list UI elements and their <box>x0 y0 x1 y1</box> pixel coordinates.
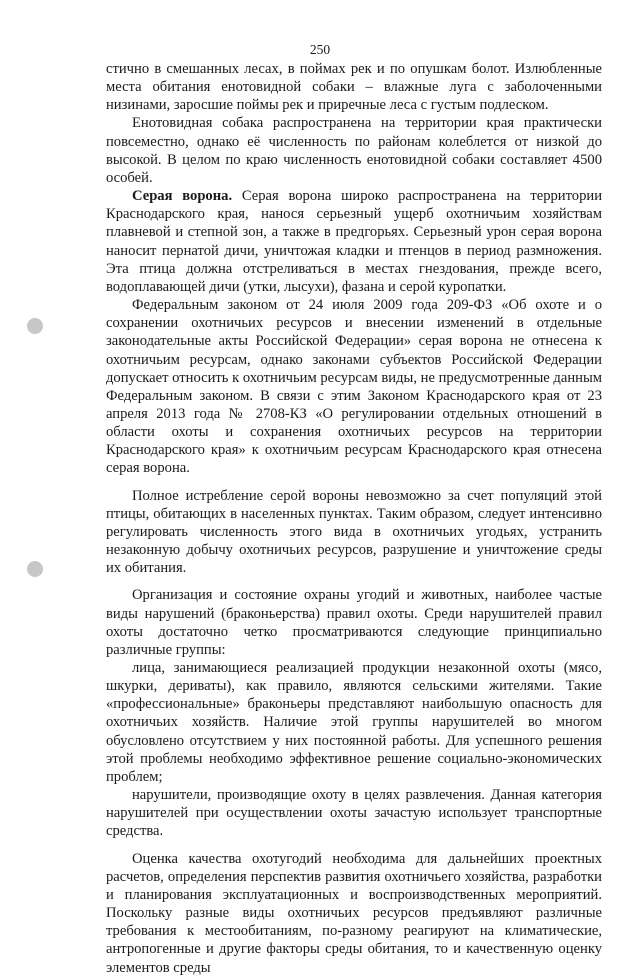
paragraph-hooded-crow <box>106 187 602 296</box>
paragraph-protection: Организация и состояние охраны угодий и животных, наиболее частые виды нарушений (браконьерства) правил охоты. Среди нарушителей правил охоты достаточно четко просматриваются следующие принципиально различные группы: <box>106 587 602 658</box>
paragraph-continuation: стично в смешанных лесах, в поймах рек и по опушкам болот. Излюбленные места обитания енотовидной собаки – влажные луга с заболоченными низинами, заросшие поймы рек и приречные леса с густым подлеском. <box>106 61 602 114</box>
paragraph-violators-group-1: лица, занимающиеся реализацией продукции незаконной охоты (мясо, шкурки, дериваты), как правило, являются сельскими жителями. Такие «профессиональные» браконьеры представляют наибольшую опасность для охотничьих хозяйств. Наличие этой группы нарушителей во многом обусловлено отсутствием у них постоянной работы. Для успешного решения этой проблемы необходимо эффективное решение социально-экономических проблем; <box>106 660 602 785</box>
paragraph-violators-group-2: нарушители, производящие охоту в целях развлечения. Данная категория нарушителей при осуществлении охоты зачастую использует транспортные средства. <box>106 787 602 840</box>
page-number: 250 <box>309 42 331 57</box>
paragraph-extermination: Полное истребление серой вороны невозможно за счет популяций этой птицы, обитающих в населенных пунктах. Таким образом, следует интенсивно регулировать численность этого вида в охотничьих угодьях, устранить незаконную добычу охотничьих ресурсов, разрушение и уничтожение среды их обитания. <box>106 487 602 577</box>
binder-hole-bottom <box>27 561 43 577</box>
binder-hole-top <box>27 318 43 334</box>
section-heading-hooded-crow: Серая ворона. <box>132 188 233 205</box>
page-body <box>106 60 602 977</box>
paragraph-assessment: Оценка качества охотугодий необходима для дальнейших проектных расчетов, определения перспектив развития охотничьего хозяйства, разработки и планирования эксплуатационных и воспроизводственных мероприятий. Поскольку разные виды охотничьих ресурсов предъявляют различные требования к местообитаниям, по-разному реагируют на климатические, антропогенные и другие факторы среды обитания, то и качественную оценку элементов среды <box>106 850 602 976</box>
paragraph-federal-law: Федеральным законом от 24 июля 2009 года 209-ФЗ «Об охоте и о сохранении охотничьих ресурсов и внесении изменений в отдельные законодательные акты Российской Федерации» серая ворона не отнесена к охотничьим ресурсам, однако законами субъектов Российской Федерации допускает относить к охотничьим ресурсам виды, не предусмотренные данным Федеральным законом. В связи с этим Законом Краснодарского края от 23 апреля 2013 года № 2708-КЗ «О регулировании отдельных отношений в области охоты и сохранения охотничьих ресурсов на территории Краснодарского края» к охотничьим ресурсам Краснодарского края отнесена серая ворона. <box>106 297 602 477</box>
paragraph-raccoon-dog: Енотовидная собака распространена на территории края практически повсеместно, однако её численность по районам колеблется от низкой до высокой. В целом по краю численность енотовидной собаки составляет 4500 особей. <box>106 115 602 186</box>
paragraph-hooded-crow-text: Серая ворона широко распространена на территории Краснодарского края, нанося серьезный ущерб охотничьим хозяйствам плавневой и степной зон, а также в предгорьях. Серьезный урон серая ворона наносит пернатой дичи, уничтожая кладки и птенцов в период размножения. Эта птица должна отстреливаться в местах гнездования, прежде всего, водоплавающей дичи (утки, лысухи), фазана и серой куропатки. <box>106 188 602 295</box>
